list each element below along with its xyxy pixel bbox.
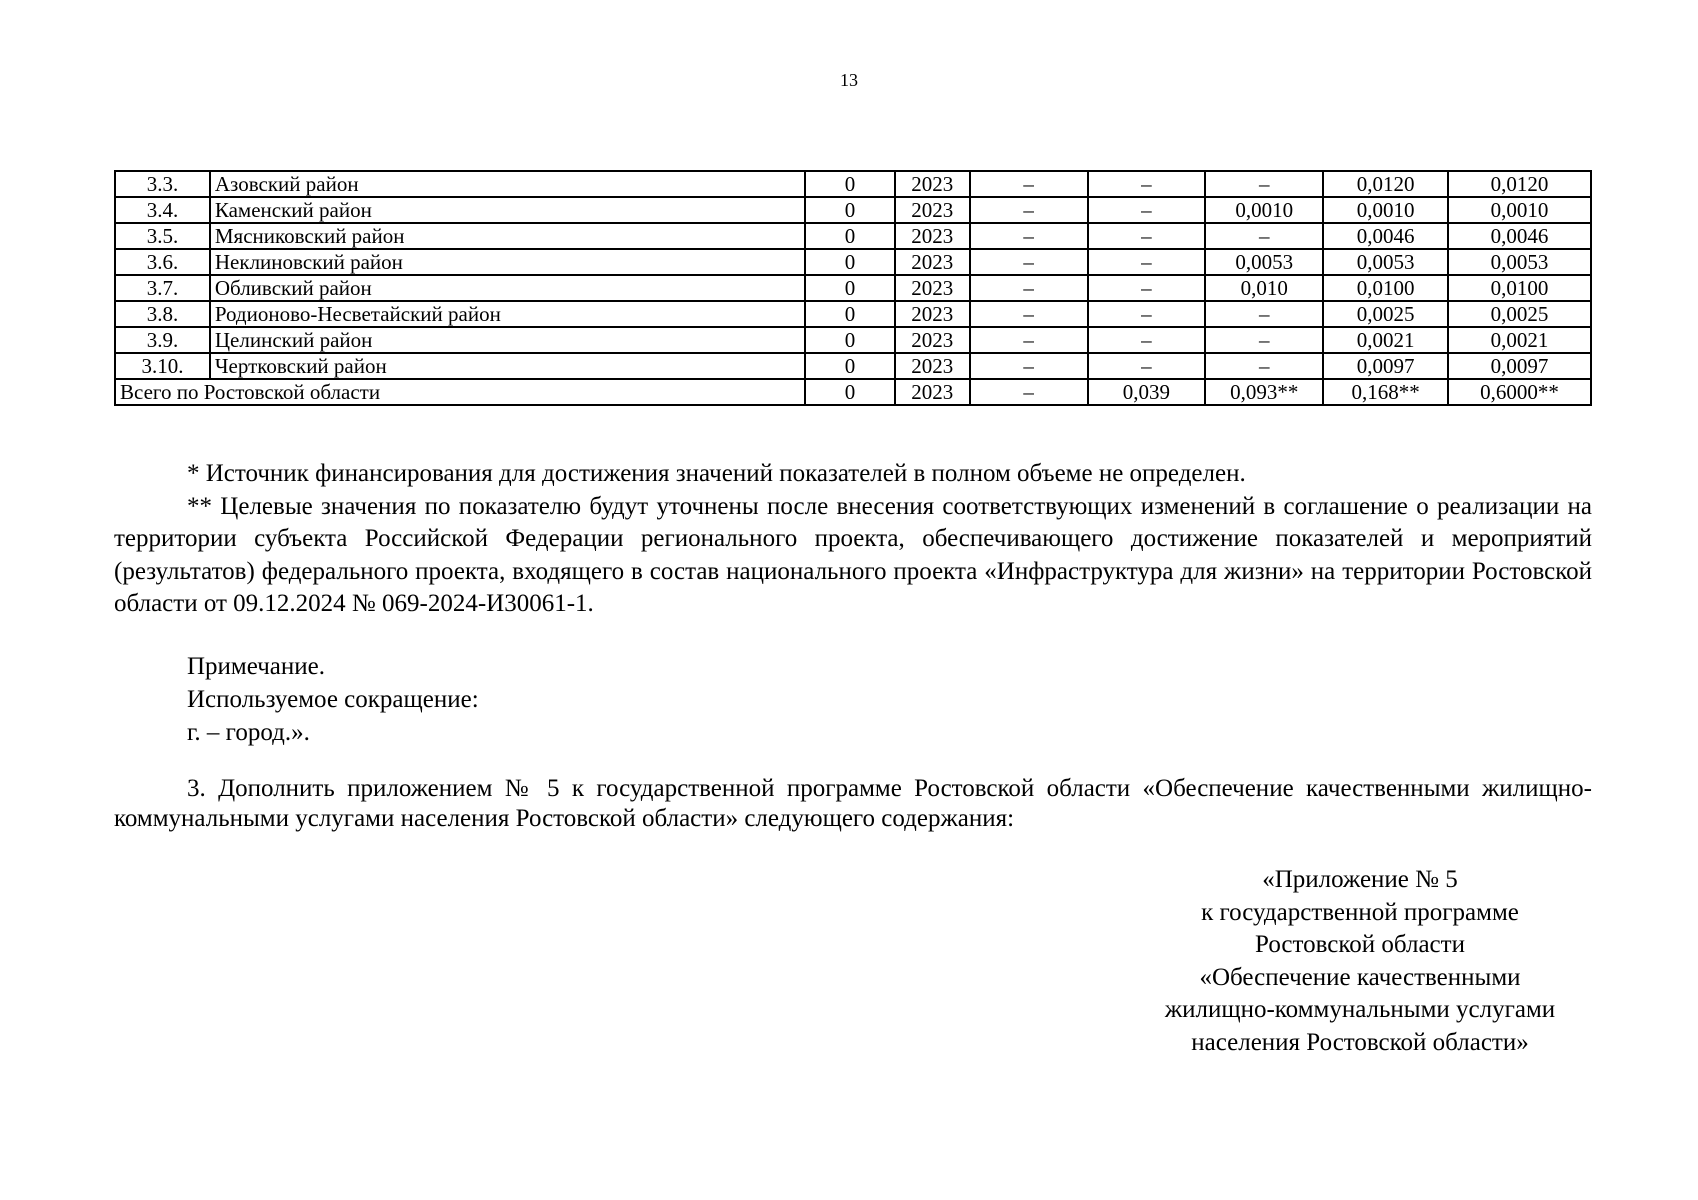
value-cell: 0,0053 [1323,249,1448,275]
page-number: 13 [840,70,858,90]
base-value: 0 [805,197,895,223]
base-year: 2023 [895,249,970,275]
district-name: Целинский район [210,327,805,353]
footnote-2: ** Целевые значения по показателю будут уточнены после внесения соответствующих изменений в соглашение о реализации на территории субъекта Российской Федерации регионального проекта, обеспечивающего достижение показателей и мероприятий (результатов) федерального проекта, входящего в состав национального проекта «Инфраструктура для жизни» на территории Ростовской области от 09.12.2024 № 069-2024-И30061-1. [114,492,1592,617]
value-cell: – [970,301,1088,327]
table-row [115,327,1591,353]
value-cell: 0,0010 [1448,197,1591,223]
remark-subtitle: Используемое сокращение: [187,686,479,713]
appendix-line: жилищно-коммунальными услугами [1164,996,1556,1023]
item-3 [114,774,1592,834]
base-year: 2023 [895,275,970,301]
district-name: Неклиновский район [210,249,805,275]
remark-title: Примечание. [187,653,326,680]
base-value: 0 [805,249,895,275]
value-cell: 0,0021 [1323,327,1448,353]
footnotes [114,458,1592,621]
total-label: Всего по Ростовской области [115,379,805,405]
appendix-line: «Приложение № 5 [1262,866,1458,893]
base-year: 2023 [895,353,970,379]
appendix-heading [1110,864,1610,1059]
table-row [115,275,1591,301]
value-cell: 0,039 [1088,379,1206,405]
district-name: Мясниковский район [210,223,805,249]
value-cell: – [1088,249,1206,275]
value-cell: 0,0010 [1323,197,1448,223]
row-number: 3.9. [115,327,210,353]
value-cell: 0,0046 [1323,223,1448,249]
table-row [115,171,1591,197]
table-row [115,249,1591,275]
base-year: 2023 [895,223,970,249]
district-name: Обливский район [210,275,805,301]
district-name: Родионово-Несветайский район [210,301,805,327]
value-cell: 0,0025 [1448,301,1591,327]
value-cell: 0,010 [1205,275,1323,301]
value-cell: – [970,197,1088,223]
district-name: Чертковский район [210,353,805,379]
appendix-line: «Обеспечение качественными [1199,963,1521,991]
base-value: 0 [805,353,895,379]
remark-block [187,650,479,749]
value-cell: – [1088,197,1206,223]
base-value: 0 [805,327,895,353]
base-year: 2023 [895,327,970,353]
value-cell: – [1205,327,1323,353]
value-cell: 0,0100 [1323,275,1448,301]
value-cell: – [1088,327,1206,353]
indicators-table [114,170,1592,406]
remark-abbreviation: г. – город.». [187,719,310,746]
base-value: 0 [805,301,895,327]
base-value: 0 [805,223,895,249]
base-year: 2023 [895,379,970,405]
district-name: Каменский район [210,197,805,223]
value-cell: – [1205,301,1323,327]
value-cell: 0,0097 [1323,353,1448,379]
appendix-line: Ростовской области [1255,931,1465,958]
value-cell: – [970,249,1088,275]
value-cell: 0,0053 [1448,249,1591,275]
value-cell: 0,0025 [1323,301,1448,327]
value-cell: 0,0120 [1448,171,1591,197]
value-cell: – [1088,353,1206,379]
value-cell: – [1088,301,1206,327]
value-cell: – [1088,223,1206,249]
value-cell: – [970,379,1088,405]
value-cell: 0,093** [1205,379,1323,405]
base-value: 0 [805,275,895,301]
value-cell: – [970,223,1088,249]
row-number: 3.7. [115,275,210,301]
table-row [115,353,1591,379]
value-cell: – [1088,275,1206,301]
table-total-row [115,379,1591,405]
row-number: 3.5. [115,223,210,249]
value-cell: – [970,327,1088,353]
table-row [115,301,1591,327]
table-row [115,197,1591,223]
value-cell: 0,0120 [1323,171,1448,197]
row-number: 3.4. [115,197,210,223]
appendix-line: к государственной программе [1201,898,1519,926]
value-cell: 0,0046 [1448,223,1591,249]
appendix-line: населения Ростовской области» [1191,1028,1529,1056]
value-cell: 0,0097 [1448,353,1591,379]
row-number: 3.8. [115,301,210,327]
row-number: 3.3. [115,171,210,197]
value-cell: 0,0021 [1448,327,1591,353]
table-row [115,223,1591,249]
value-cell: 0,0010 [1205,197,1323,223]
base-year: 2023 [895,171,970,197]
value-cell: – [1088,171,1206,197]
value-cell: 0,0053 [1205,249,1323,275]
value-cell: – [1205,223,1323,249]
value-cell: – [970,353,1088,379]
value-cell: – [1205,171,1323,197]
district-name: Азовский район [210,171,805,197]
value-cell: – [970,171,1088,197]
base-year: 2023 [895,301,970,327]
value-cell: – [970,275,1088,301]
item-3-text: 3. Дополнить приложением № 5 к государственной программе Ростовской области «Обеспечение качественными жилищно-коммунальными услугами населения Ростовской области» следующего содержания: [114,775,1592,832]
value-cell: – [1205,353,1323,379]
base-value: 0 [805,379,895,405]
row-number: 3.6. [115,249,210,275]
base-year: 2023 [895,197,970,223]
footnote-1: * Источник финансирования для достижения значений показателей в полном объеме не определен. [187,460,1246,487]
base-value: 0 [805,171,895,197]
value-cell: 0,168** [1323,379,1448,405]
value-cell: 0,6000** [1448,379,1591,405]
value-cell: 0,0100 [1448,275,1591,301]
row-number: 3.10. [115,353,210,379]
